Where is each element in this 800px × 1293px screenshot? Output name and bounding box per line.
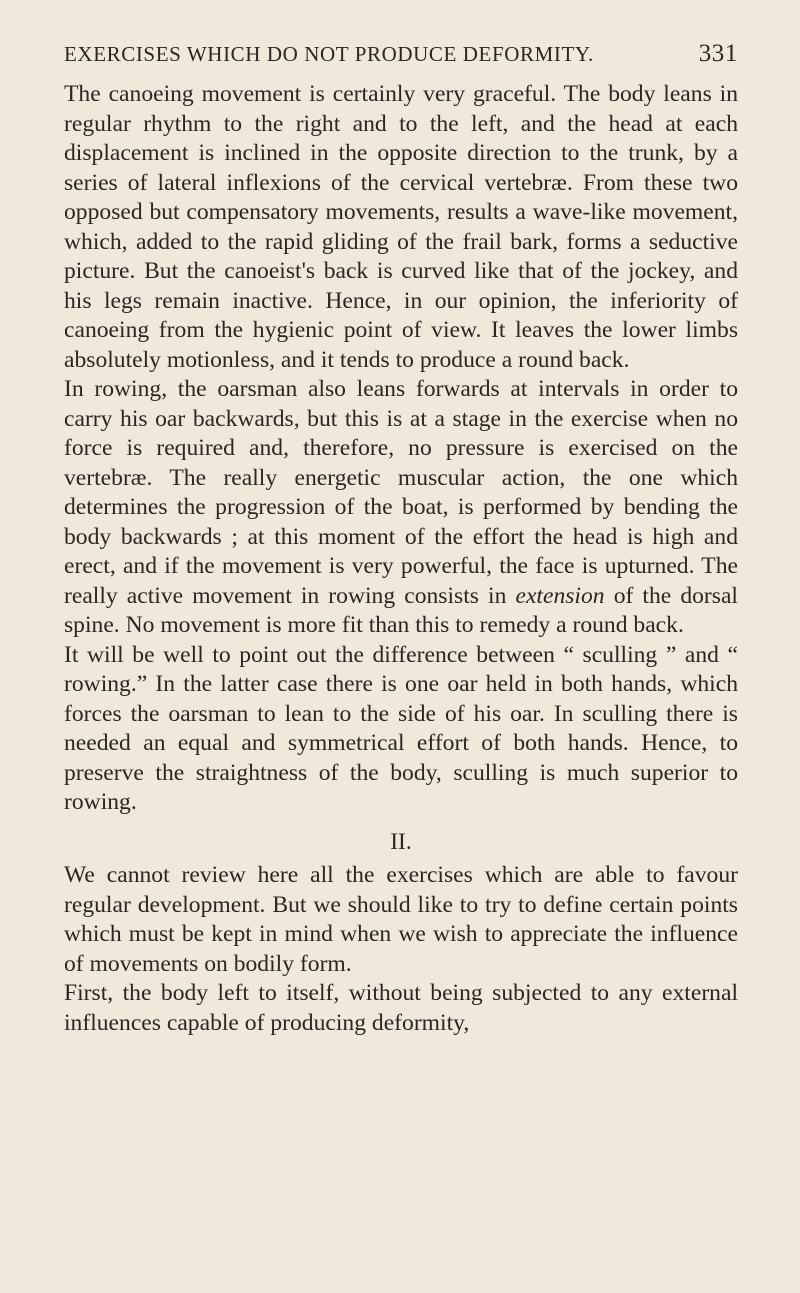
body-text (64, 80, 738, 1038)
emphasis-extension: extension (515, 582, 605, 609)
page-number: 331 (698, 40, 738, 67)
rowing-text-end: of the dorsal spine. No movement is more fit than this to remedy a round back. (64, 582, 738, 638)
running-title: EXERCISES WHICH DO NOT PRODUCE DEFORMITY. (64, 42, 594, 66)
rowing-text-start: In rowing, the oarsman also leans forwards at intervals in order to carry his oar backwards, but this is at a stage in the exercise when no force is required and, therefore, no pressure is exercised on the vertebræ. The really energetic muscular action, the one which determines the progression of the boat, is performed by bending the body backwards ; at this moment of the effort the head is high and erect, and if the movement is very powerful, the face is upturned. The really active movement in rowing consists in (64, 376, 738, 609)
section-number: II. (390, 828, 412, 855)
paragraph-rowing (64, 375, 738, 641)
paragraph-review: We cannot review here all the exercises which are able to favour regular development. But we should like to try to define certain points which must be kept in mind when we wish to appreciate the influence of movements on bodily form. (64, 862, 738, 977)
paragraph-first: First, the body left to itself, without being subjected to any external influences capable of producing deformity, (64, 980, 738, 1036)
paragraph-sculling: It will be well to point out the difference between “ sculling ” and “ rowing.” In the latter case there is one oar held in both hands, which forces the oarsman to lean to the side of his oar. In sculling there is needed an equal and symmetrical effort of both hands. Hence, to preserve the straightness of the body, sculling is much superior to rowing. (64, 641, 738, 815)
running-header (64, 40, 738, 68)
paragraph-canoeing: The canoeing movement is certainly very graceful. The body leans in regular rhythm to the right and to the left, and the head at each displacement is inclined in the opposite direction to the trunk, by a series of lateral inflexions of the cervical vertebræ. From these two opposed but compensatory movements, results a wave-like movement, which, added to the rapid gliding of the frail bark, forms a seductive picture. But the canoeist's back is curved like that of the jockey, and his legs remain inactive. Hence, in our opinion, the inferiority of canoeing from the hygienic point of view. It leaves the lower limbs absolutely motionless, and it tends to produce a round back. (64, 81, 738, 373)
